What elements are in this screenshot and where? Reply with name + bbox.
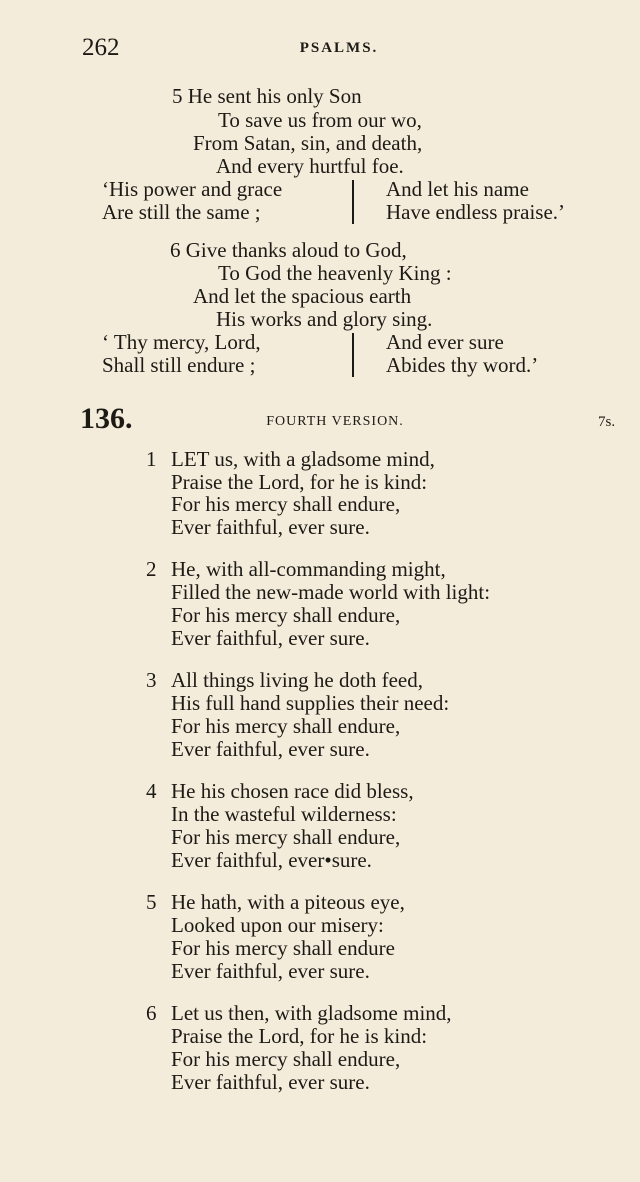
prev-stanza-6-line-4: His works and glory sing. [216,307,433,331]
stanza-3-line-3: For his mercy shall endure, [171,714,401,738]
stanza-4-line-2: In the wasteful wilderness: [171,802,397,826]
refrain-divider [352,333,354,377]
stanza-4-line-1: He his chosen race did bless, [171,779,414,803]
hymn-meter: 7s. [598,414,616,430]
hymn-version: FOURTH VERSION. [266,414,404,429]
hymn-number: 136. [80,402,133,435]
prev-stanza-5-refrain-right-2: Have endless praise.’ [386,200,566,224]
prev-stanza-5-line-4: And every hurtful foe. [216,154,404,178]
prev-stanza-5-refrain-left-2: Are still the same ; [102,200,261,224]
stanza-5-line-3: For his mercy shall endure [171,936,395,960]
stanza-number: 2 [146,557,157,581]
refrain-divider [352,180,354,224]
prev-stanza-6-refrain-right-1: And ever sure [386,330,504,354]
stanza-6-line-3: For his mercy shall endure, [171,1047,401,1071]
prev-stanza-5-line-2: To save us from our wo, [218,108,422,132]
page-number: 262 [82,34,120,61]
stanza-3-line-1: All things living he doth feed, [171,668,423,692]
stanza-2-line-4: Ever faithful, ever sure. [171,626,370,650]
stanza-number: 1 [146,447,157,471]
stanza-1-line-3: For his mercy shall endure, [171,492,401,516]
stanza-4-line-4: Ever faithful, ever•sure. [171,848,372,872]
prev-stanza-6-refrain-left-1: ‘ Thy mercy, Lord, [102,330,261,354]
prev-stanza-6-line-3: And let the spacious earth [193,284,412,308]
prev-stanza-6-refrain-right-2: Abides thy word.’ [386,353,539,377]
prev-stanza-5-refrain-right-1: And let his name [386,177,529,201]
stanza-1-line-2: Praise the Lord, for he is kind: [171,470,428,494]
stanza-2-line-2: Filled the new-made world with light: [171,580,491,604]
stanza-5-line-4: Ever faithful, ever sure. [171,959,370,983]
stanza-1-line-4: Ever faithful, ever sure. [171,515,370,539]
stanza-3-line-4: Ever faithful, ever sure. [171,737,370,761]
stanza-5-line-2: Looked upon our misery: [171,913,384,937]
prev-stanza-6-refrain-left-2: Shall still endure ; [102,353,256,377]
stanza-number: 3 [146,668,157,692]
prev-stanza-6-line-2: To God the heavenly King : [218,261,452,285]
stanza-6-line-2: Praise the Lord, for he is kind: [171,1024,428,1048]
stanza-6-line-1: Let us then, with gladsome mind, [171,1001,452,1025]
prev-stanza-5-line-3: From Satan, sin, and death, [193,131,423,155]
prev-stanza-5-refrain-left-1: ‘His power and grace [102,177,283,201]
prev-stanza-6-line-1: 6 Give thanks aloud to God, [170,238,407,262]
stanza-1-line-1: LET us, with a gladsome mind, [171,447,435,471]
stanza-number: 4 [146,779,157,803]
stanza-3-line-2: His full hand supplies their need: [171,691,450,715]
running-title: PSALMS. [299,40,379,56]
stanza-2-line-3: For his mercy shall endure, [171,603,401,627]
stanza-5-line-1: He hath, with a piteous eye, [171,890,405,914]
prev-stanza-5-line-1: 5 He sent his only Son [172,84,362,108]
stanza-number: 5 [146,890,157,914]
stanza-number: 6 [146,1001,157,1025]
stanza-6-line-4: Ever faithful, ever sure. [171,1070,370,1094]
stanza-4-line-3: For his mercy shall endure, [171,825,401,849]
stanza-2-line-1: He, with all-commanding might, [171,557,446,581]
